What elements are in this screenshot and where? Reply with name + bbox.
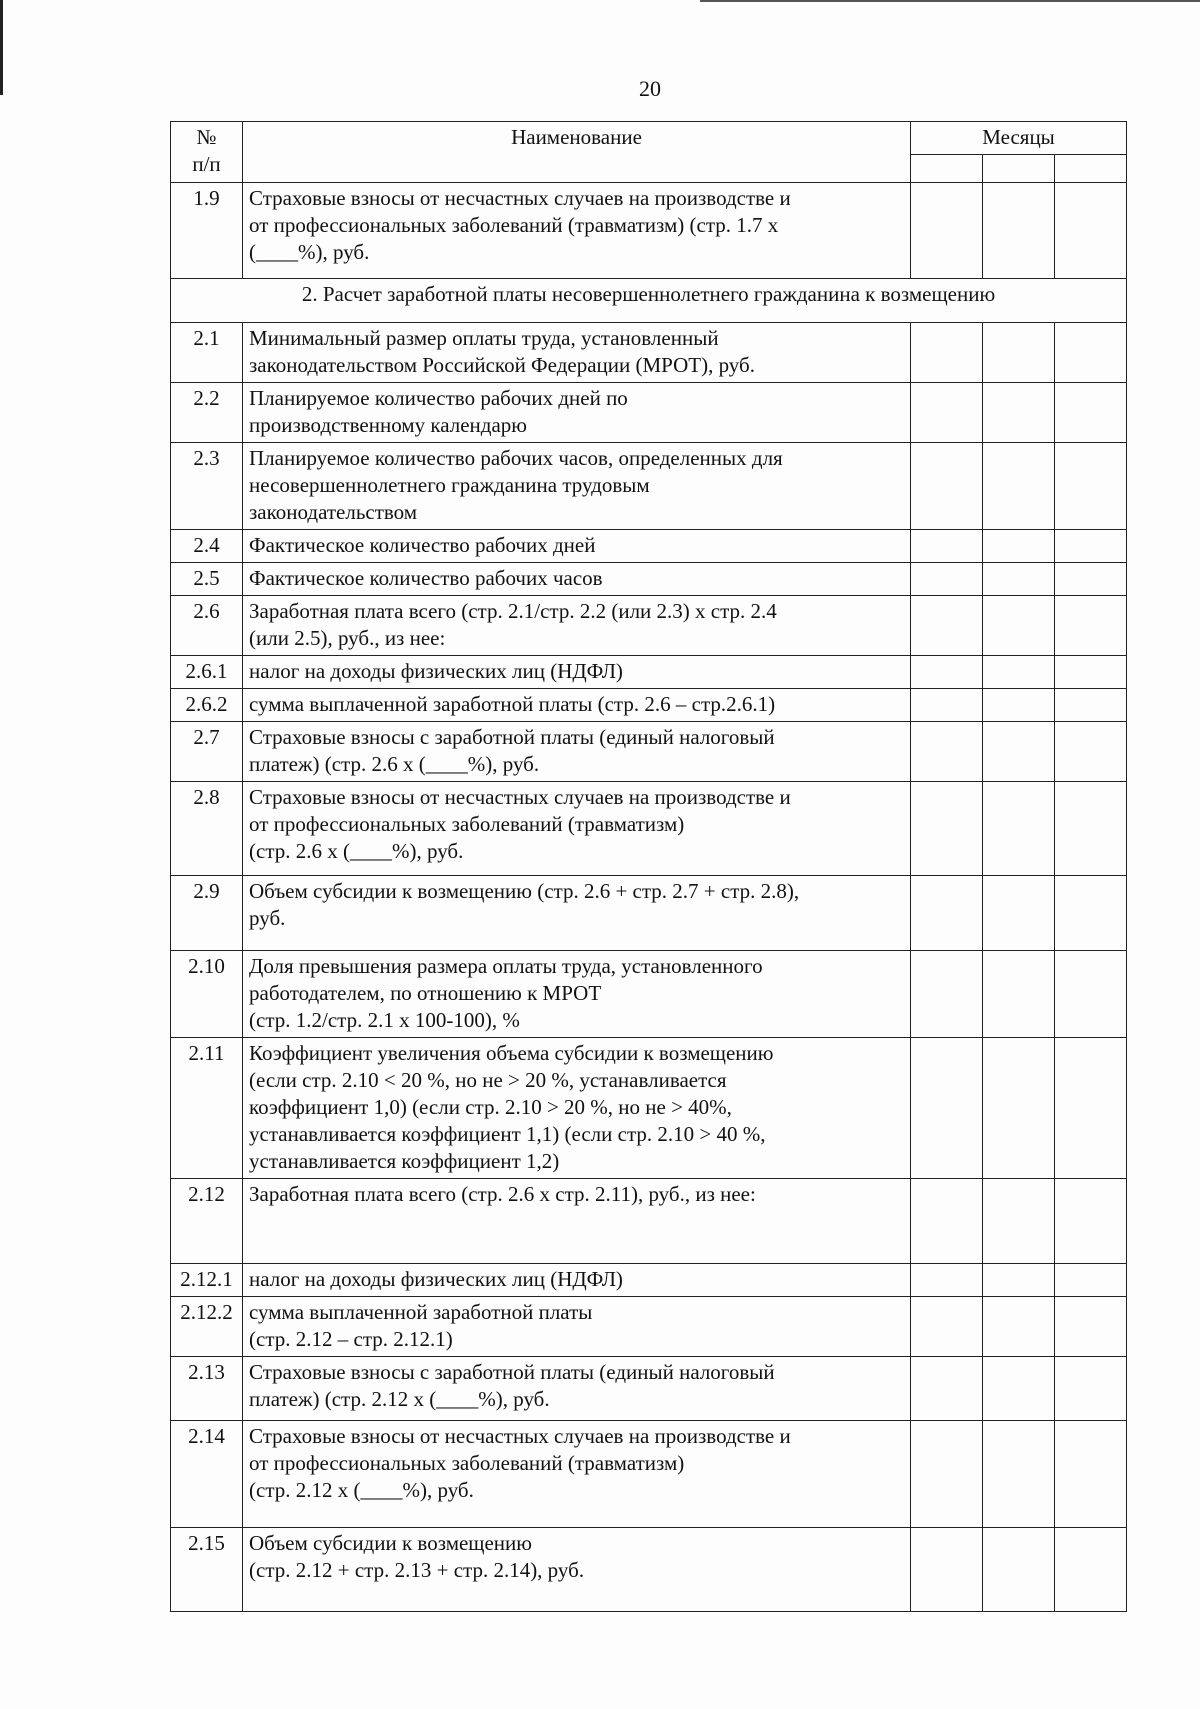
description-line: налог на доходы физических лиц (НДФЛ) [249,1267,623,1291]
description-line: (или 2.5), руб., из нее: [249,626,446,650]
description-line: от профессиональных заболеваний (травматизм) (стр. 1.7 х [249,213,779,237]
table-row [171,1357,1127,1421]
row-description [243,383,911,443]
row-number: 1.9 [171,183,243,279]
month-cell-2 [983,951,1055,1038]
month-cell-2 [983,383,1055,443]
month-cell-1 [911,1179,983,1264]
month-cell-1 [911,323,983,383]
description-line: Страховые взносы от несчастных случаев на производстве и [249,1424,791,1448]
month-cell-2 [983,656,1055,689]
description-line: (стр. 2.12 + стр. 2.13 + стр. 2.14), руб. [249,1558,585,1582]
table-row [171,722,1127,782]
table-row [171,782,1127,876]
row-description [243,1038,911,1179]
month-cell-3 [1055,1264,1127,1297]
month-cell-3 [1055,383,1127,443]
row-number: 2.12.2 [171,1297,243,1357]
header-months-label: Месяцы [982,125,1055,149]
description-line: от профессиональных заболеваний (травматизм) [249,812,685,836]
table-body [171,122,1127,1612]
table-row [171,876,1127,951]
month-cell-3 [1055,656,1127,689]
month-cell-1 [911,876,983,951]
row-description [243,782,911,876]
month-cell-3 [1055,876,1127,951]
row-description [243,722,911,782]
description-line: законодательством Российской Федерации (МРОТ), руб. [249,353,755,377]
row-number: 2.11 [171,1038,243,1179]
header-number-cell [171,122,243,183]
table-row [171,1528,1127,1612]
description-line: (стр. 2.12 х (____%), руб. [249,1478,474,1502]
row-description [243,1297,911,1357]
month-cell-3 [1055,1297,1127,1357]
description-line: Страховые взносы от несчастных случаев на производстве и [249,186,791,210]
page-number: 20 [639,76,661,101]
table-row [171,563,1127,596]
row-description [243,1528,911,1612]
scan-edge-top [700,0,1200,2]
row-number: 2.13 [171,1357,243,1421]
description-line: законодательством [249,500,418,524]
description-line: работодателем, по отношению к МРОТ [249,981,602,1005]
table-row [171,1421,1127,1528]
calculation-table [170,121,1127,1612]
row-description [243,951,911,1038]
row-number: 2.1 [171,323,243,383]
month-cell-2 [983,1297,1055,1357]
description-line: Минимальный размер оплаты труда, установленный [249,326,719,350]
row-description [243,323,911,383]
month-cell-1 [911,1264,983,1297]
description-line: Страховые взносы с заработной платы (единый налоговый [249,725,775,749]
month-cell-3 [1055,782,1127,876]
month-cell-2 [983,596,1055,656]
description-line: Страховые взносы с заработной платы (единый налоговый [249,1360,775,1384]
month-cell-1 [911,782,983,876]
row-number: 2.5 [171,563,243,596]
table-row [171,951,1127,1038]
month-cell-3 [1055,596,1127,656]
month-cell-3 [1055,951,1127,1038]
section-row [171,279,1127,323]
header-months-cell [911,122,1127,155]
month-cell-1 [911,596,983,656]
row-number: 2.7 [171,722,243,782]
description-line: Объем субсидии к возмещению [249,1531,532,1555]
row-number: 2.2 [171,383,243,443]
table-row [171,1038,1127,1179]
month-cell-1 [911,689,983,722]
table-row [171,596,1127,656]
description-line: (стр. 2.6 х (____%), руб. [249,839,464,863]
month-cell-3 [1055,443,1127,530]
month-cell-2 [983,1038,1055,1179]
month-cell-1 [911,656,983,689]
month-cell-2 [983,1528,1055,1612]
row-description [243,596,911,656]
month-cell-2 [983,530,1055,563]
table-row [171,656,1127,689]
description-line: (стр. 2.12 – стр. 2.12.1) [249,1327,453,1351]
table-row [171,530,1127,563]
table-row [171,1179,1127,1264]
month-cell-1 [911,1357,983,1421]
row-description [243,1357,911,1421]
month-cell-3 [1055,1038,1127,1179]
description-line: (если стр. 2.10 < 20 %, но не > 20 %, устанавливается [249,1068,727,1092]
description-line: (стр. 1.2/стр. 2.1 х 100-100), % [249,1008,520,1032]
month-cell-2 [983,722,1055,782]
description-line: Заработная плата всего (стр. 2.6 х стр. 2.11), руб., из нее: [249,1182,756,1206]
table-row [171,689,1127,722]
month-cell-2 [983,1264,1055,1297]
row-number: 2.6.2 [171,689,243,722]
month-cell-3 [1055,1357,1127,1421]
description-line: коэффициент 1,0) (если стр. 2.10 > 20 %, но не > 40%, [249,1095,732,1119]
description-line: производственному календарю [249,413,527,437]
row-number: 2.8 [171,782,243,876]
row-description [243,1421,911,1528]
row-description [243,443,911,530]
row-number: 2.12.1 [171,1264,243,1297]
month-cell-1 [911,951,983,1038]
header-number-sublabel: п/п [192,152,221,176]
description-line: руб. [249,906,286,930]
table-header-row-1 [171,122,1127,155]
month-cell-2 [983,1421,1055,1528]
header-number-label: № [196,125,217,149]
month-cell-1 [911,1297,983,1357]
description-line: Коэффициент увеличения объема субсидии к возмещению [249,1041,774,1065]
row-description [243,689,911,722]
description-line: налог на доходы физических лиц (НДФЛ) [249,659,623,683]
description-line: устанавливается коэффициент 1,2) [249,1149,560,1173]
month-cell-2 [983,183,1055,279]
month-cell-1 [911,1421,983,1528]
row-number: 2.6.1 [171,656,243,689]
row-number: 2.10 [171,951,243,1038]
description-line: Фактическое количество рабочих часов [249,566,603,590]
row-number: 2.3 [171,443,243,530]
description-line: несовершеннолетнего гражданина трудовым [249,473,650,497]
header-name-label: Наименование [511,125,642,149]
row-description [243,1264,911,1297]
row-description [243,876,911,951]
row-number: 2.4 [171,530,243,563]
description-line: Доля превышения размера оплаты труда, установленного [249,954,763,978]
month-cell-2 [983,323,1055,383]
month-cell-1 [911,1038,983,1179]
table-row [171,383,1127,443]
month-cell-3 [1055,1179,1127,1264]
month-cell-3 [1055,183,1127,279]
description-line: сумма выплаченной заработной платы (стр. 2.6 – стр.2.6.1) [249,692,776,716]
month-cell-2 [983,689,1055,722]
month-cell-3 [1055,1421,1127,1528]
month-cell-1 [911,383,983,443]
row-description [243,563,911,596]
month-cell-3 [1055,722,1127,782]
month-cell-2 [983,1179,1055,1264]
header-month-col-1 [911,155,983,183]
row-number: 2.9 [171,876,243,951]
month-cell-3 [1055,530,1127,563]
month-cell-1 [911,722,983,782]
header-month-col-3 [1055,155,1127,183]
month-cell-1 [911,443,983,530]
month-cell-2 [983,1357,1055,1421]
row-description [243,183,911,279]
description-line: Страховые взносы от несчастных случаев на производстве и [249,785,791,809]
row-number: 2.12 [171,1179,243,1264]
table-row [171,443,1127,530]
description-line: Планируемое количество рабочих дней по [249,386,628,410]
month-cell-1 [911,1528,983,1612]
header-month-col-2 [983,155,1055,183]
description-line: устанавливается коэффициент 1,1) (если стр. 2.10 > 40 %, [249,1122,766,1146]
month-cell-2 [983,782,1055,876]
month-cell-3 [1055,563,1127,596]
month-cell-2 [983,443,1055,530]
description-line: платеж) (стр. 2.12 х (____%), руб. [249,1387,550,1411]
row-number: 2.14 [171,1421,243,1528]
month-cell-2 [983,563,1055,596]
table-row [171,1264,1127,1297]
month-cell-3 [1055,689,1127,722]
header-name-cell [243,122,911,183]
table-row [171,323,1127,383]
description-line: Фактическое количество рабочих дней [249,533,596,557]
description-line: Планируемое количество рабочих часов, определенных для [249,446,783,470]
month-cell-1 [911,563,983,596]
row-description [243,1179,911,1264]
description-line: платеж) (стр. 2.6 х (____%), руб. [249,752,540,776]
row-number: 2.6 [171,596,243,656]
description-line: сумма выплаченной заработной платы [249,1300,593,1324]
description-line: Заработная плата всего (стр. 2.1/стр. 2.2 (или 2.3) х стр. 2.4 [249,599,777,623]
month-cell-2 [983,876,1055,951]
table-row [171,183,1127,279]
description-line: (____%), руб. [249,240,370,264]
section-title: 2. Расчет заработной платы несовершеннолетнего гражданина к возмещению [171,279,1127,323]
description-line: от профессиональных заболеваний (травматизм) [249,1451,685,1475]
table-row [171,1297,1127,1357]
row-number: 2.15 [171,1528,243,1612]
month-cell-3 [1055,323,1127,383]
row-description [243,656,911,689]
month-cell-1 [911,530,983,563]
month-cell-3 [1055,1528,1127,1612]
month-cell-1 [911,183,983,279]
row-description [243,530,911,563]
description-line: Объем субсидии к возмещению (стр. 2.6 + стр. 2.7 + стр. 2.8), [249,879,800,903]
